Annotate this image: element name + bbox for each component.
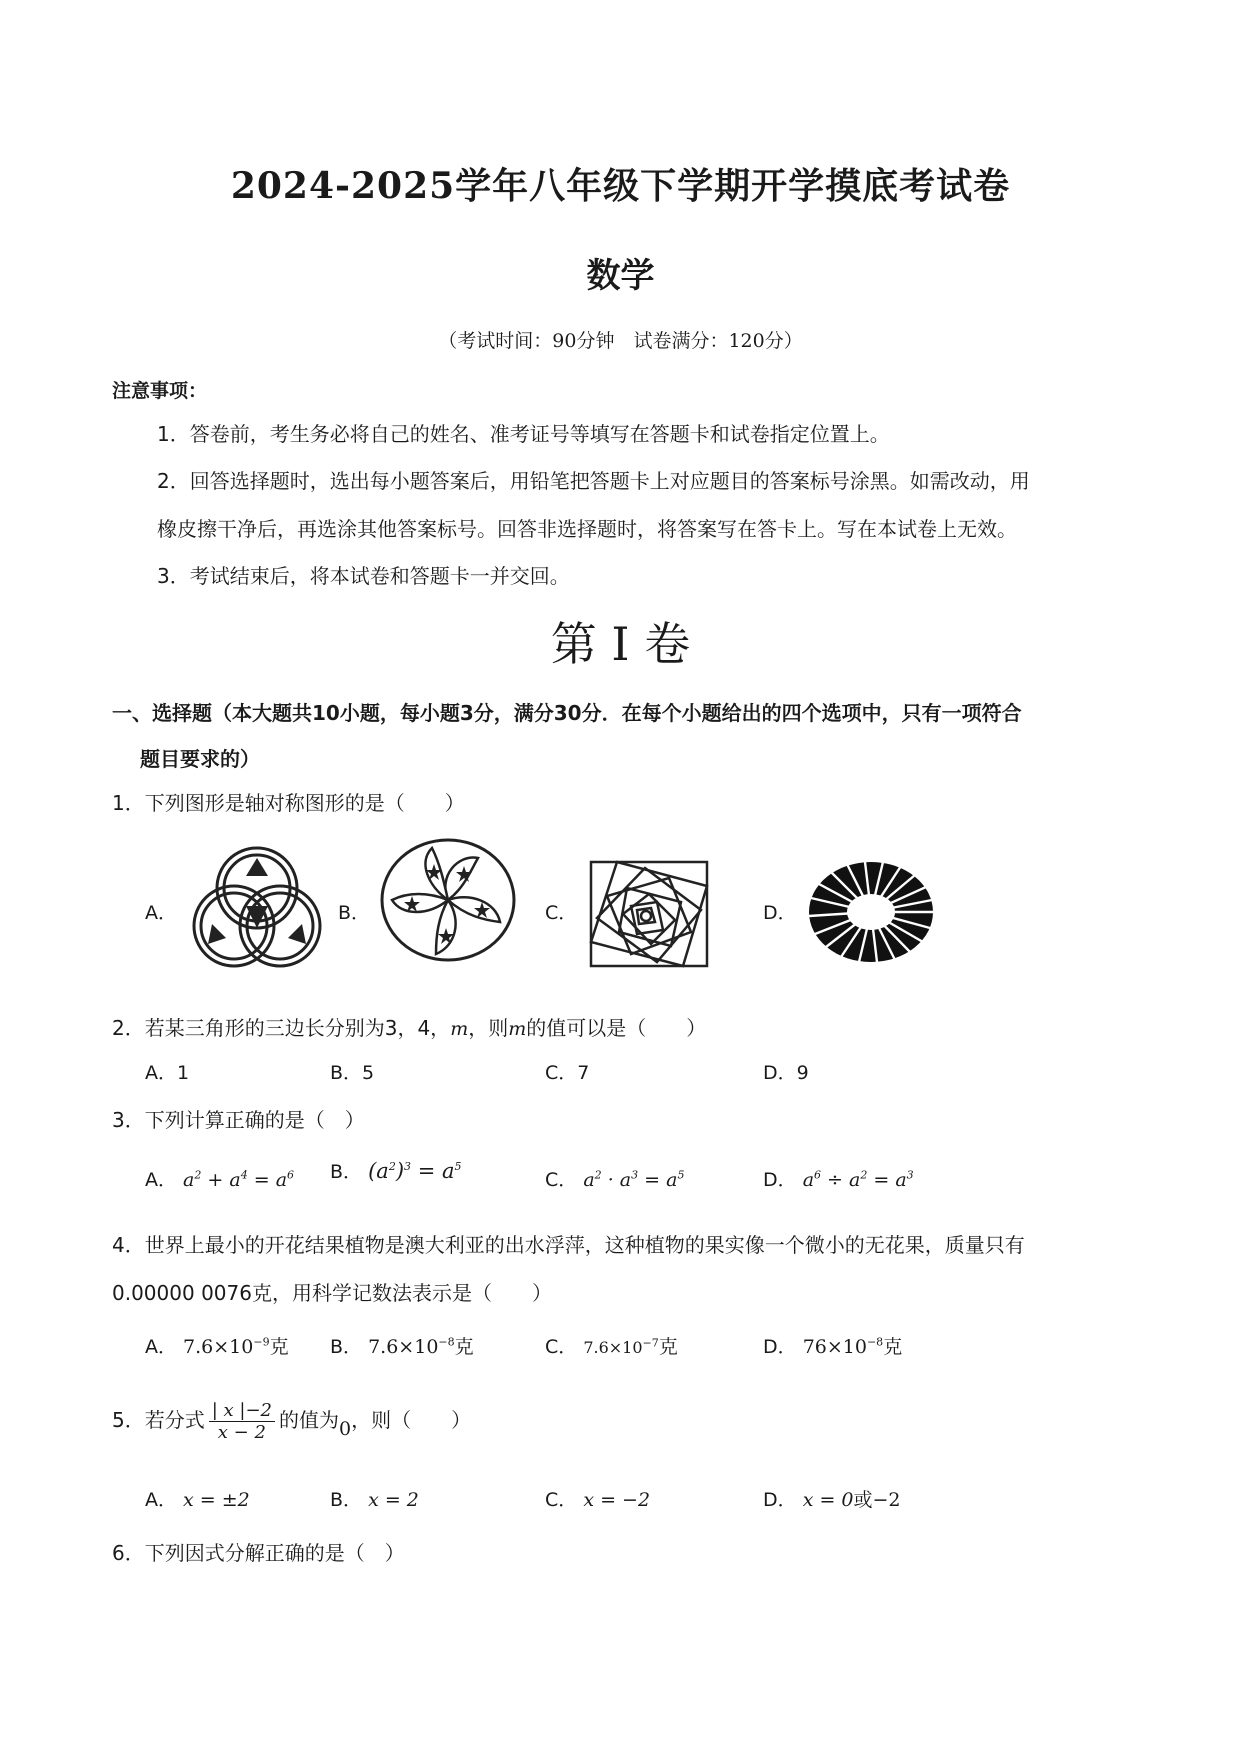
exam-title: 2024-2025学年八年级下学期开学摸底考试卷 (230, 165, 1011, 207)
q4-option-d-label: D． (763, 1336, 797, 1358)
q5-or: 或 (853, 1489, 873, 1511)
question-4-stem-line2: 0.00000 0076克，用科学记数法表示是（ ） (112, 1281, 552, 1305)
q2-stem-part: 2．若某三角形的三边长分别为3，4， (112, 1016, 451, 1040)
q4-option-b-expression: $7.6\times 10^{-8}$ (368, 1335, 455, 1358)
notes-heading: 注意事项： (112, 380, 208, 402)
q5-option-c-label: C． (545, 1489, 578, 1511)
q2-variable: m (508, 1018, 527, 1040)
q3-option-a (145, 1165, 294, 1192)
q5-option-d-expression: x = 0 (802, 1489, 854, 1511)
q3-option-c (545, 1165, 684, 1192)
q5-fraction-numerator: | x |−2 (209, 1400, 275, 1422)
q4-option-c (545, 1332, 678, 1359)
q3-option-d (763, 1165, 914, 1192)
q4-option-a (145, 1332, 289, 1359)
section-heading: 一、选择题（本大题共10小题，每小题3分，满分30分．在每个小题给出的四个选项中，只有一项符合 (112, 701, 1022, 725)
q3-option-b-label: B． (330, 1161, 363, 1183)
q4-option-b-label: B． (330, 1336, 363, 1358)
q4-unit: 克 (269, 1336, 289, 1358)
note-item: 橡皮擦干净后，再选涂其他答案标号。回答非选择题时，将答案写在答卡上。写在本试卷上无效。 (157, 517, 1017, 541)
q4-option-d-expression: $76\times 10^{-8}$ (802, 1335, 884, 1358)
q2-option-a: A．1 (145, 1062, 190, 1084)
note-item: 2．回答选择题时，选出每小题答案后，用铅笔把答题卡上对应题目的答案标号涂黑。如需改动，用 (157, 469, 1030, 493)
q5-zero: 0 (339, 1418, 352, 1440)
q3-option-a-label: A． (145, 1169, 177, 1191)
q5-fraction-denominator: x − 2 (217, 1422, 266, 1443)
q5-option-c (545, 1485, 650, 1512)
q5-option-b-label: B． (330, 1489, 363, 1511)
q5-option-d-expression-b: −2 (872, 1489, 901, 1511)
question-3-stem: 3．下列计算正确的是（ ） (112, 1108, 365, 1132)
q3-option-b (330, 1157, 461, 1184)
q5-option-a-expression: x = ±2 (183, 1489, 250, 1511)
q2-stem-part: ，则 (468, 1016, 509, 1040)
q5-fraction (209, 1400, 275, 1443)
q2-option-b: B．5 (330, 1062, 375, 1084)
q5-option-c-expression: x = −2 (583, 1489, 651, 1511)
q5-option-d-label: D． (763, 1489, 797, 1511)
q4-option-a-expression: $7.6\times 10^{-9}$ (183, 1335, 270, 1358)
note-item: 3．考试结束后，将本试卷和答题卡一并交回。 (157, 564, 570, 588)
question-2-stem (112, 1012, 706, 1041)
triquetra-figure (182, 840, 332, 970)
bauhinia-emblem-figure (378, 836, 518, 966)
exam-info: （考试时间：90分钟 试卷满分：120分） (438, 330, 803, 352)
question-6-stem: 6．下列因式分解正确的是（ ） (112, 1541, 405, 1565)
q5-stem-part: 5．若分式 (112, 1408, 205, 1432)
q2-option-c: C．7 (545, 1062, 590, 1084)
q1-option-d-label: D． (763, 902, 797, 924)
q1-option-b-label: B． (338, 902, 371, 924)
subject-title: 数学 (586, 256, 655, 296)
q3-option-c-expression: $a^2 \cdot a^3 = a^5$ (583, 1168, 685, 1191)
q3-option-d-label: D． (763, 1169, 797, 1191)
q5-option-b-expression: x = 2 (368, 1489, 419, 1511)
section-heading-cont: 题目要求的） (140, 747, 260, 771)
question-4-stem-line1: 4．世界上最小的开花结果植物是澳大利亚的出水浮萍，这种植物的果实像一个微小的无花果，质量只有 (112, 1233, 1025, 1257)
q5-stem-part: ，则（ ） (351, 1408, 472, 1432)
q4-unit: 克 (658, 1336, 678, 1358)
q1-option-a-label: A． (145, 902, 177, 924)
q4-option-a-label: A． (145, 1336, 177, 1358)
q2-stem-part: 的值可以是（ ） (526, 1016, 707, 1040)
q3-option-c-label: C． (545, 1169, 578, 1191)
q5-stem-part: 的值为 (279, 1408, 339, 1432)
q1-option-c-label: C． (545, 902, 578, 924)
square-spiral-figure (587, 858, 711, 970)
q4-option-d (763, 1332, 902, 1359)
q2-option-d: D．9 (763, 1062, 809, 1084)
q3-option-d-expression: $a^6 \div a^2 = a^3$ (802, 1168, 914, 1191)
volume-title: 第 I 卷 (550, 617, 691, 671)
q4-option-c-expression: $7.6\times 10^{-7}$ (583, 1336, 659, 1357)
q3-option-a-expression: $a^2 + a^4 = a^6$ (183, 1168, 295, 1191)
q4-unit: 克 (883, 1336, 903, 1358)
note-item: 1．答卷前，考生务必将自己的姓名、准考证号等填写在答题卡和试卷指定位置上。 (157, 422, 890, 446)
sunburst-ring-figure (803, 856, 939, 968)
q4-option-c-label: C． (545, 1336, 578, 1358)
q4-unit: 克 (454, 1336, 474, 1358)
q3-option-b-expression: $(a^2)^3 = a^5$ (368, 1159, 462, 1183)
question-5-stem (112, 1400, 471, 1443)
q5-option-b (330, 1485, 419, 1512)
q5-option-d (763, 1485, 901, 1512)
q4-option-b (330, 1332, 474, 1359)
question-1-stem: 1．下列图形是轴对称图形的是（ ） (112, 791, 465, 815)
q5-option-a-label: A． (145, 1489, 177, 1511)
q5-option-a (145, 1485, 250, 1512)
q2-variable: m (450, 1018, 469, 1040)
